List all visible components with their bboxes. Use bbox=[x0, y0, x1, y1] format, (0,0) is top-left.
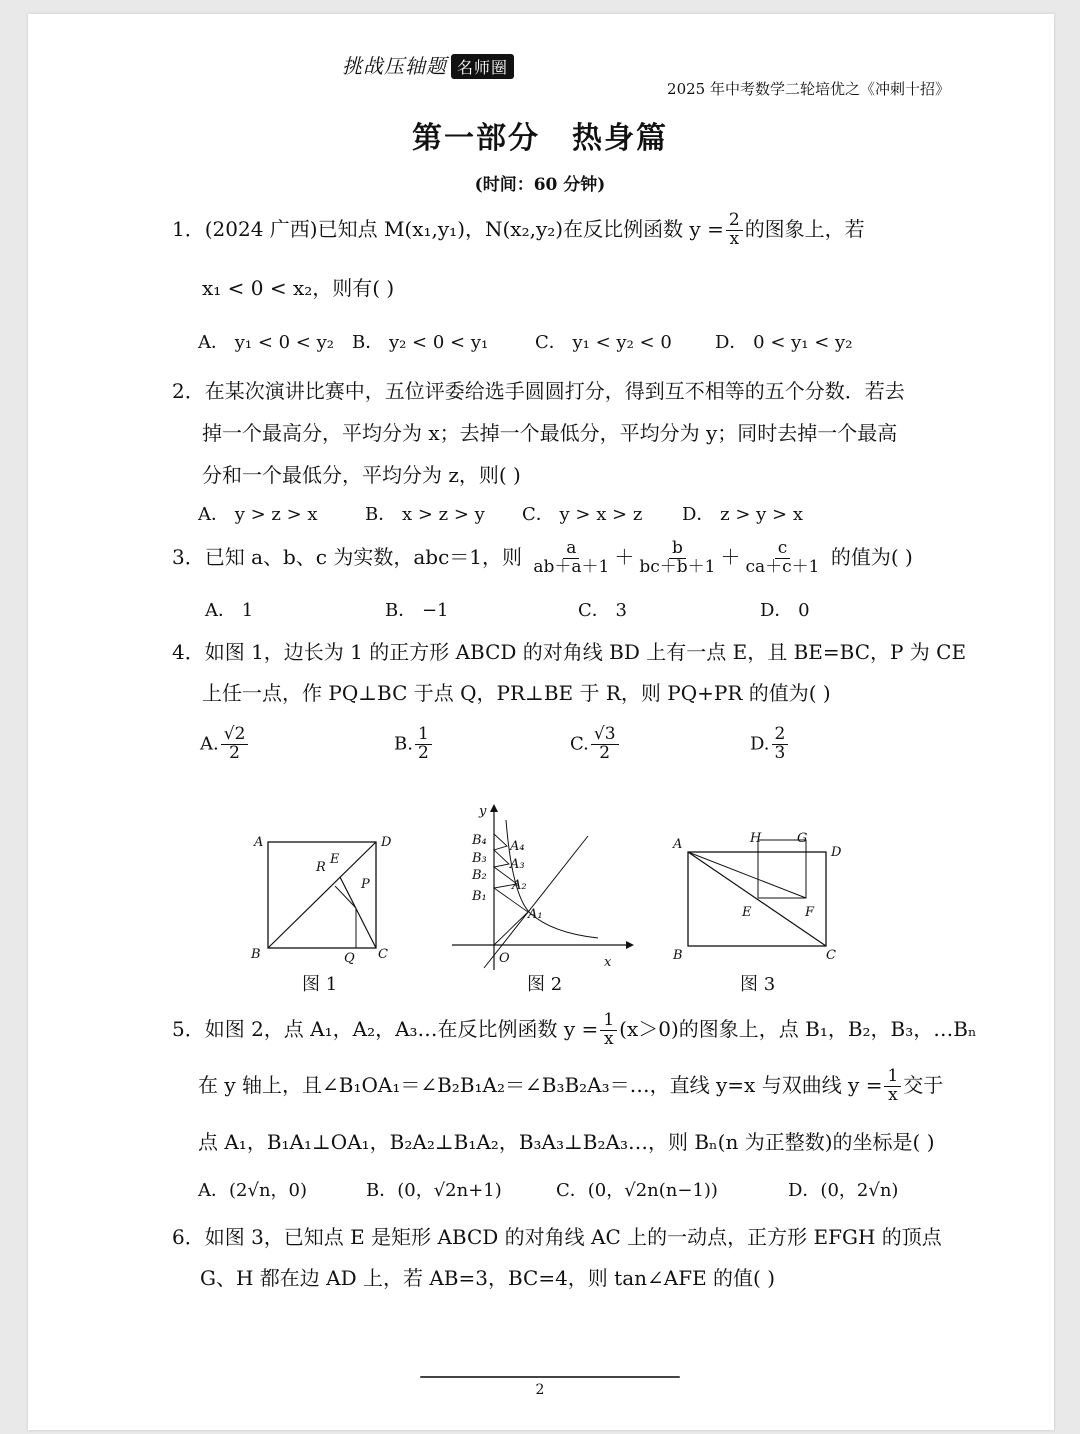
label-e: E bbox=[742, 905, 752, 920]
q3-option-c: C． 3 bbox=[578, 600, 627, 621]
segment-af bbox=[688, 852, 806, 898]
q5-stem-line2: 在 y 轴上，且∠B₁OA₁＝∠B₂B₁A₂＝∠B₃B₂A₃＝…，直线 y=x 与双曲线 y = $\frac{1}{x}$ 交于 bbox=[198, 1066, 944, 1105]
label-a2: A₂ bbox=[512, 878, 527, 893]
page-number: 2 bbox=[535, 1382, 545, 1398]
diagonal-ac bbox=[688, 852, 826, 946]
q1-option-b: B． y₂ < 0 < y₁ bbox=[352, 332, 489, 353]
q6-stem-line1: 6．如图 3，已知点 E 是矩形 ABCD 的对角线 AC 上的一动点，正方形 EFGH 的顶点 bbox=[172, 1225, 942, 1249]
label-y: y bbox=[479, 804, 487, 819]
q2-stem-line1: 2．在某次演讲比赛中，五位评委给选手圆圆打分，得到互不相等的五个分数．若去 bbox=[172, 379, 905, 403]
q1-stem-line2: x₁ < 0 < x₂，则有( ) bbox=[202, 276, 395, 300]
label-p: P bbox=[361, 877, 370, 892]
q3-fraction-b: $\frac{b}{bc+b+1}$ bbox=[639, 538, 716, 577]
footer-rule bbox=[420, 1376, 680, 1378]
q3-fraction-a: $\frac{a}{ab+a+1}$ bbox=[533, 538, 610, 577]
label-h: H bbox=[750, 831, 762, 846]
q6-stem-line2: G、H 都在边 AD 上，若 AB=3，BC=4，则 tan∠AFE 的值( ) bbox=[200, 1266, 775, 1290]
q3-option-a: A． 1 bbox=[205, 600, 254, 621]
figure-1-caption: 图 1 bbox=[302, 974, 338, 995]
q2-stem-line3: 分和一个最低分，平均分为 z，则( ) bbox=[202, 463, 521, 487]
figure-3 bbox=[668, 826, 858, 972]
q2-option-a: A． y > z > x bbox=[198, 504, 318, 525]
label-a: A bbox=[673, 837, 683, 852]
q5-option-d: D．(0，2√n) bbox=[788, 1180, 899, 1201]
label-b: B bbox=[251, 947, 261, 962]
q1-option-c: C． y₁ < y₂ < 0 bbox=[535, 332, 672, 353]
label-x: x bbox=[604, 955, 612, 970]
label-b1: B₁ bbox=[472, 889, 487, 904]
label-a4: A₄ bbox=[510, 839, 525, 854]
label-b4: B₄ bbox=[472, 833, 487, 848]
segment-ce bbox=[340, 877, 376, 948]
series-title: 2025 年中考数学二轮培优之《冲刺十招》 bbox=[667, 80, 950, 98]
label-a: A bbox=[254, 835, 264, 850]
label-c: C bbox=[378, 947, 388, 962]
q1-option-d: D． 0 < y₁ < y₂ bbox=[715, 332, 853, 353]
q5-stem-line1: 5．如图 2，点 A₁，A₂，A₃…在反比例函数 y = $\frac{1}{x}$ (x＞0)的图象上，点 B₁，B₂，B₃，…Bₙ bbox=[172, 1010, 977, 1049]
q5-option-a: A．(2√n，0) bbox=[198, 1180, 308, 1201]
q1-option-a: A． y₁ < 0 < y₂ bbox=[198, 332, 334, 353]
q3-fraction-c: $\frac{c}{ca+c+1}$ bbox=[745, 538, 820, 577]
q4-stem-line2: 上任一点，作 PQ⊥BC 于点 Q，PR⊥BE 于 R，则 PQ+PR 的值为( ) bbox=[202, 681, 831, 705]
q5-option-c: C．(0，√2n(n−1)) bbox=[556, 1180, 718, 1201]
label-b: B bbox=[673, 948, 683, 963]
q5-fraction-2: $\frac{1}{x}$ bbox=[884, 1068, 901, 1105]
label-o: O bbox=[499, 951, 510, 966]
label-b2: B₂ bbox=[472, 868, 487, 883]
publisher-logo: 挑战压轴题 名师圈 bbox=[342, 50, 514, 79]
q1-fraction: $\frac{2}{x}$ bbox=[726, 212, 743, 249]
label-e: E bbox=[330, 852, 340, 867]
diagonal-bd bbox=[268, 842, 376, 948]
q4-option-c: C. $\frac{√3}{2}$ bbox=[570, 726, 621, 763]
q3-option-d: D． 0 bbox=[760, 600, 810, 621]
q5-fraction: $\frac{1}{x}$ bbox=[600, 1012, 617, 1049]
square-efgh bbox=[758, 840, 806, 898]
label-f: F bbox=[805, 905, 815, 920]
time-limit: (时间：60 分钟) bbox=[474, 175, 606, 195]
label-r: R bbox=[316, 860, 326, 875]
figure-3-caption: 图 3 bbox=[740, 974, 776, 995]
q2-stem-line2: 掉一个最高分，平均分为 x；去掉一个最低分，平均分为 y；同时去掉一个最高 bbox=[202, 421, 898, 445]
q4-stem-line1: 4．如图 1，边长为 1 的正方形 ABCD 的对角线 BD 上有一点 E，且 BE=BC，P 为 CE bbox=[172, 640, 967, 664]
label-g: G bbox=[797, 831, 808, 846]
figure-2 bbox=[448, 800, 638, 972]
q3-stem: 3．已知 a、b、c 为实数，abc＝1，则 $\frac{a}{ab+a+1}$ ＋ $\frac{b}{bc+b+1}$ ＋ $\frac{c}{ca+c+1}$ 的值为( ) bbox=[172, 538, 913, 577]
q5-stem-line3: 点 A₁，B₁A₁⊥OA₁，B₂A₂⊥B₁A₂，B₃A₃⊥B₂A₃…，则 Bₙ(n 为正整数)的坐标是( ) bbox=[198, 1130, 935, 1154]
q5-option-b: B．(0，√2n+1) bbox=[366, 1180, 502, 1201]
x-axis-arrow bbox=[626, 941, 634, 949]
label-a1: A₁ bbox=[528, 907, 543, 922]
label-b3: B₃ bbox=[472, 851, 487, 866]
label-c: C bbox=[826, 948, 836, 963]
y-axis-arrow bbox=[490, 804, 498, 812]
q3-option-b: B． −1 bbox=[385, 600, 449, 621]
label-d: D bbox=[831, 845, 842, 860]
label-q: Q bbox=[344, 951, 355, 966]
q2-option-c: C． y > x > z bbox=[522, 504, 643, 525]
q4-option-b: B. $\frac{1}{2}$ bbox=[394, 726, 434, 763]
label-d: D bbox=[381, 835, 392, 850]
q1-stem-line1: 1．(2024 广西)已知点 M(x₁,y₁)，N(x₂,y₂)在反比例函数 y = $\frac{2}{x}$ 的图象上，若 bbox=[172, 210, 865, 249]
logo-badge: 名师圈 bbox=[451, 54, 514, 79]
q2-option-d: D． z > y > x bbox=[682, 504, 804, 525]
section-title: 第一部分 热身篇 bbox=[412, 121, 668, 156]
figure-2-caption: 图 2 bbox=[527, 974, 563, 995]
label-a3: A₃ bbox=[510, 857, 525, 872]
figure-1 bbox=[240, 820, 410, 970]
q4-option-d: D. $\frac{2}{3}$ bbox=[750, 726, 790, 763]
q2-option-b: B． x > z > y bbox=[365, 504, 485, 525]
q4-option-a: A. $\frac{√2}{2}$ bbox=[200, 726, 250, 763]
segment-pr bbox=[335, 886, 356, 908]
